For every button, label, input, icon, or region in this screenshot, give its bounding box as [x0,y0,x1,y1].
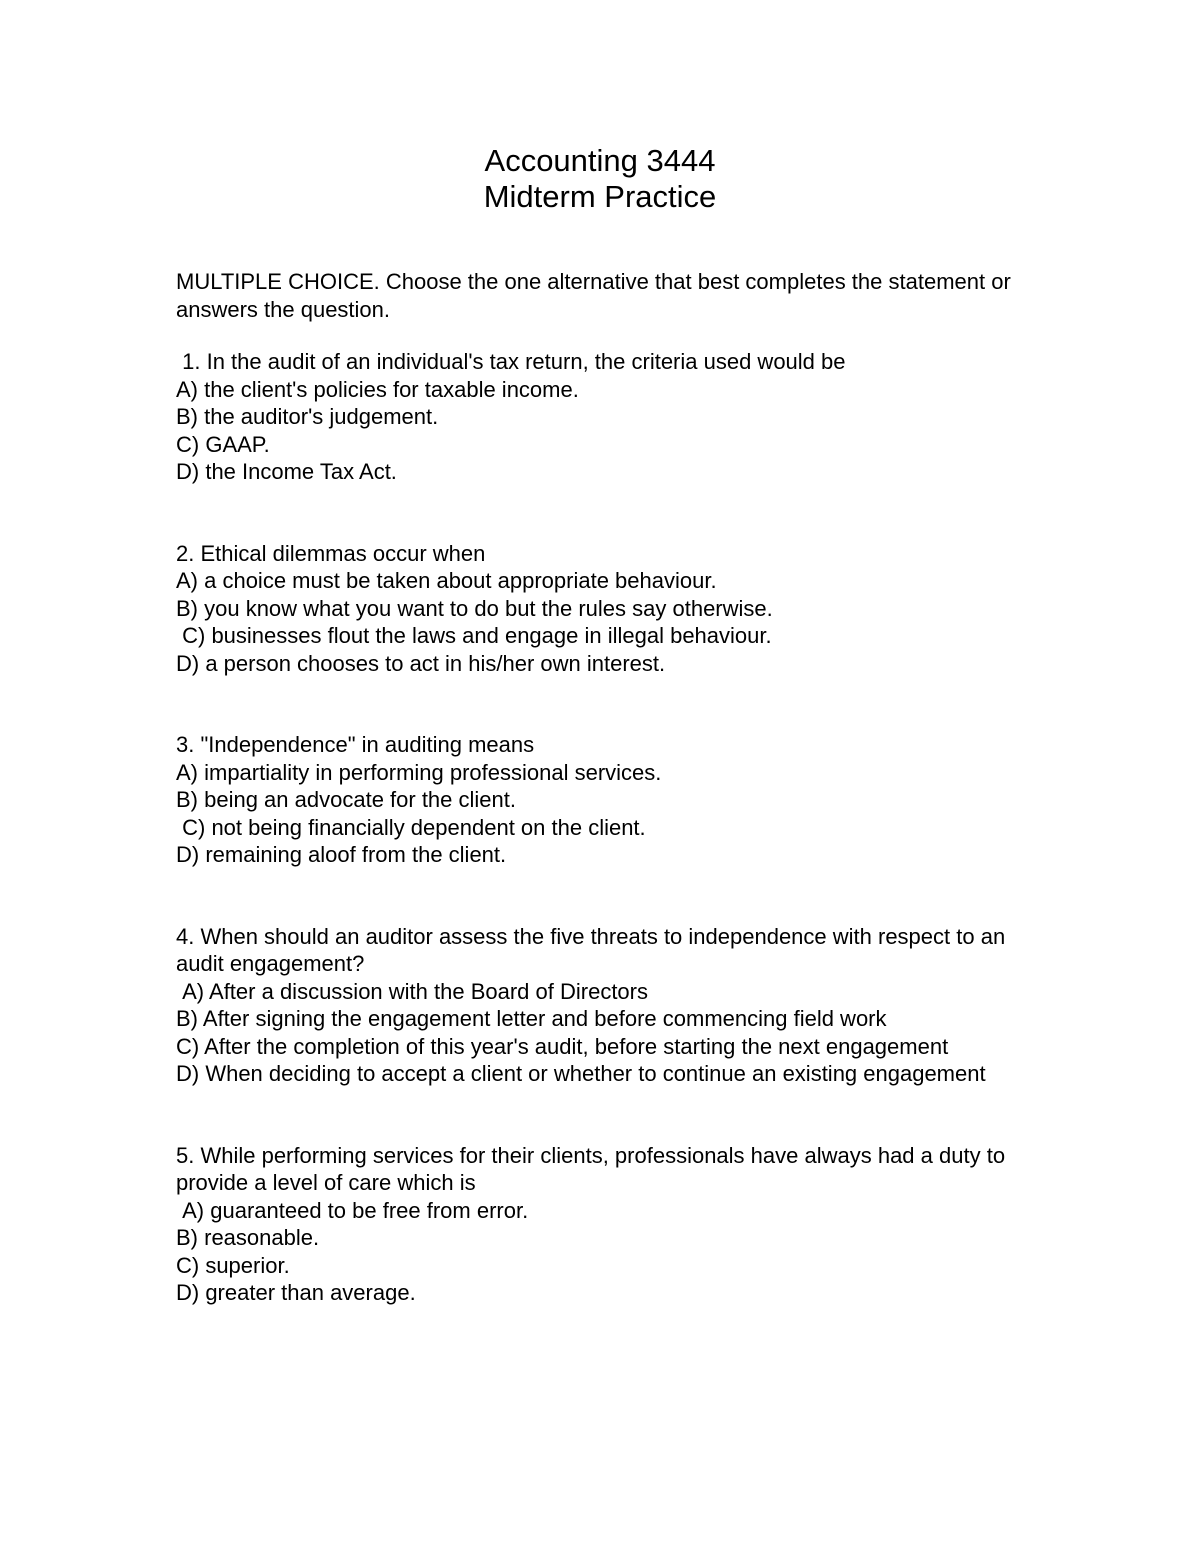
question-stem: 1. In the audit of an individual's tax return, the criteria used would be [176,349,846,374]
question-4 [176,923,1026,1088]
option-a: A) guaranteed to be free from error. [176,1197,529,1223]
option-c: C) GAAP. [176,431,270,457]
option-d: D) When deciding to accept a client or whether to continue an existing engagement [176,1061,986,1086]
exam-content [176,268,1026,1307]
option-d: D) a person chooses to act in his/her own interest. [176,650,666,676]
question-stem: 2. Ethical dilemmas occur when [176,540,486,566]
option-b: B) reasonable. [176,1225,320,1250]
question-stem: 3. "Independence" in auditing means [176,732,535,757]
option-a: A) After a discussion with the Board of Directors [176,978,648,1004]
option-b: B) being an advocate for the client. [176,787,516,812]
document-subtitle: Midterm Practice [483,179,717,214]
option-a: A) the client's policies for taxable income. [176,376,579,402]
question-1 [176,348,1026,486]
option-b: B) the auditor's judgement. [176,404,439,429]
option-d: D) the Income Tax Act. [176,459,397,484]
option-d: D) greater than average. [176,1280,416,1305]
instructions: MULTIPLE CHOICE. Choose the one alternative that best completes the statement or answers the question. [176,269,1011,322]
question-stem: 5. While performing services for their clients, professionals have always had a duty to provide a level of care which is [176,1142,1012,1195]
option-b: B) After signing the engagement letter and before commencing field work [176,1006,887,1031]
option-c: C) not being financially dependent on the client. [176,814,646,840]
document-title: Accounting 3444 [484,143,716,178]
option-b: B) you know what you want to do but the rules say otherwise. [176,595,773,621]
question-5 [176,1142,1026,1307]
option-c: C) After the completion of this year's audit, before starting the next engagement [176,1033,949,1059]
option-a: A) a choice must be taken about appropriate behaviour. [176,568,717,593]
option-d: D) remaining aloof from the client. [176,842,507,867]
option-a: A) impartiality in performing professional services. [176,759,662,785]
title-block [0,143,1200,215]
option-c: C) superior. [176,1252,290,1278]
question-stem: 4. When should an auditor assess the five threats to independence with respect to an audit engagement? [176,923,1012,976]
option-c: C) businesses flout the laws and engage in illegal behaviour. [176,623,772,648]
question-3 [176,731,1026,869]
question-2 [176,540,1026,678]
